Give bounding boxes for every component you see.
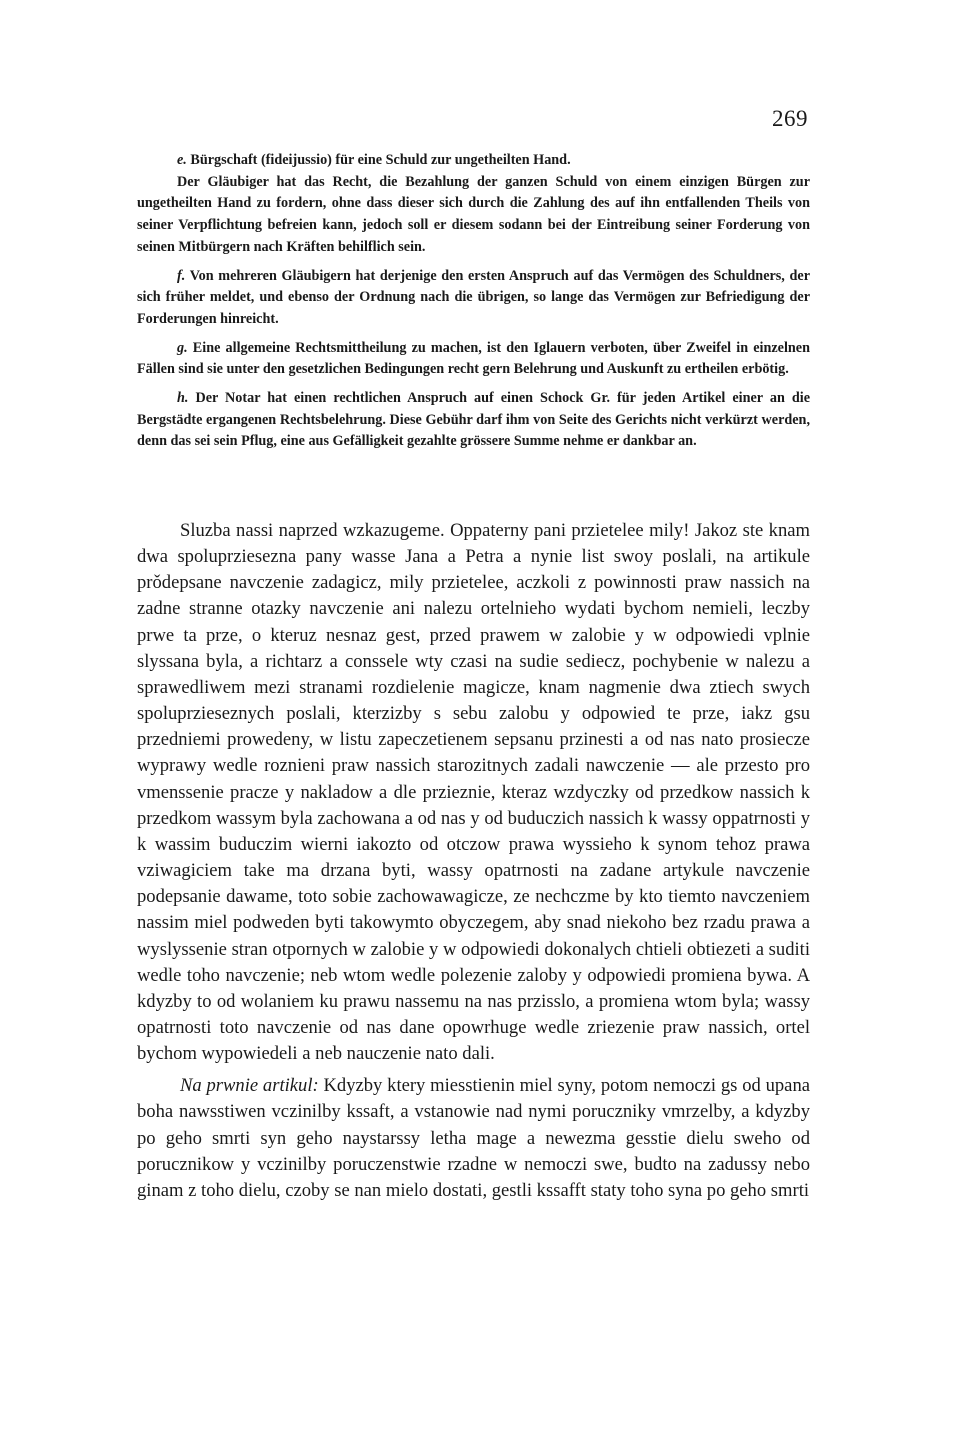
paragraph-text: Bürgschaft (fideijussio) für eine Schuld zur ungetheilten Hand.	[190, 152, 571, 168]
summary-paragraph-e-body	[137, 172, 810, 259]
page-number: 269	[772, 106, 808, 131]
letter-paragraph	[137, 518, 810, 1067]
paragraph-marker: e.	[177, 152, 187, 168]
article-heading: Na prwnie artikul:	[180, 1075, 319, 1097]
czech-letter-section	[137, 518, 810, 1204]
paragraph-text: Von mehreren Gläubigern hat derjenige den ersten Anspruch auf das Vermögen des Schuldners, der sich früher meldet, und ebenso der Ordnung nach die übrigen, so lange das Vermögen zur Befriedigung der Forderungen hinreicht.	[137, 267, 810, 327]
paragraph-marker: h.	[177, 390, 189, 407]
summary-paragraph-h	[137, 388, 810, 453]
summary-paragraph-f	[137, 266, 810, 331]
summary-paragraph-g	[137, 338, 810, 381]
paragraph-text: Eine allgemeine Rechtsmittheilung zu machen, ist den Iglauern verboten, über Zweifel in einzelnen Fällen sind sie unter den gesetzlichen Bedingungen recht gern Belehrung und Auskunft zu ertheilen erbötig.	[137, 339, 810, 378]
paragraph-text: Der Gläubiger hat das Recht, die Bezahlung der ganzen Schuld von einem einzigen Bürgen zur ungetheilten Hand zu fordern, ohne dass dieser sich durch die Zahlung des auf ihn entfallenden Theils von seiner Verpflichtung befreien kann, jedoch soll er diesem sodann bei der Eintreibung seiner Forderung von seinen Mitbürgern nach Kräften behilflich sein.	[137, 173, 810, 255]
article-paragraph	[137, 1073, 810, 1204]
summary-paragraph-e	[137, 150, 810, 172]
paragraph-marker: f.	[177, 267, 186, 284]
paragraph-text: Der Notar hat einen rechtlichen Anspruch auf einen Schock Gr. für jeden Artikel einer an die Bergstädte ergangenen Rechtsbelehrung. Diese Gebühr darf ihm von Seite des Gerichts nicht verkürzt werden, denn das sei sein Pflug, eine aus Gefälligkeit gezahlte grössere Summe nehme er dankbar an.	[137, 390, 810, 450]
paragraph-marker: g.	[177, 339, 188, 356]
paragraph-text: Kdyzby ktery miesstienin miel syny, potom nemoczi gs od upana boha nawsstiwen vczinilby kssaft, a vstanowie nad nymi porucznikу vmrzelby, a kdyzby po geho smrti syn geho naystarssy letha mage a newezma gesstie dielu sweho od porucznikow y vczinilby poruczenstwie rzadne w nemoczi swe, budto na zadussy nebo ginam z toho dielu, czoby se nan mielo dostati, gestli kssafft staty toho syna po geho smrti	[137, 1075, 810, 1201]
paragraph-text: Sluzba nassi naprzed wzkazugeme. Oppaterny pani przietelee mily! Jakoz ste knam dwa spoluprziesezna pany wasse Jana a Petra a nynie list swoy poslali, na artikule prǒdepsane navczenie zadagicz, mily przietelee, aczkoli z powinnosti praw nassich na zadne stranne otazky navczenie ani nalezu ortelnieho wydati bychom nemieli, leczby prwe ta prze, o kteruz nesnaz gest, przed prawem w zalobie y w odpowiedi vplnie slyssana byla, a richtarz a conssele wty czasi na sudie sediecz, pochybenie w nalezu a sprawedliwem mezi stranami rozdielenie magicze, knam nagmenie dwa ztiech swych spoluprzieseznych poslali, kterzizby s sebu zalobu y odpowied te prze, iakz gsu przedniemi prowedeny, w listu zapeczetienem sepsanu przinesti a od nas nato prosiecze wyprawy wedle roznieni praw nassich starozitnych zadali nawczenie — ale przesto pro vmenssenie pracze y nakladow a dle przieznie, kteraz wzdyczky od przedkow nassich k przedkom wassym byla zachowana a od nas y od buduczich nassich k wassy oppatrnosti y k wassim buduczim wierni iakozto od otczow prawa wyssieho k synom tehoz prawa vziwagiciem take ma drzana byti, wassy opatrnosti na zadane artykule navczenie podepsanie dawame, toto sobie zachowawagicze, ze nechczme by kto tiemto navczeniem nassim miel podweden byti takowymto obyczegem, aby snad niekoho bez rzadu prawa a wyslyssenie stran otpornych w zalobie y w odpowiedi dokonalych chtieli obtiezeti a suditi wedle toho navczenie; neb wtom wedle polezenie zaloby y odpowiedi promiena bywa. A kdyzby to od wolaniem ku prawu nassemu na nas przisslo, a promiena wtom byla; wassy opatrnosti toto navczenie od nas dane opowrhuge wedle zriezenie praw nassich, ortel bychom wypowiedeli a neb nauczenie nato dali.	[137, 520, 810, 1065]
german-summary-section	[137, 150, 810, 453]
